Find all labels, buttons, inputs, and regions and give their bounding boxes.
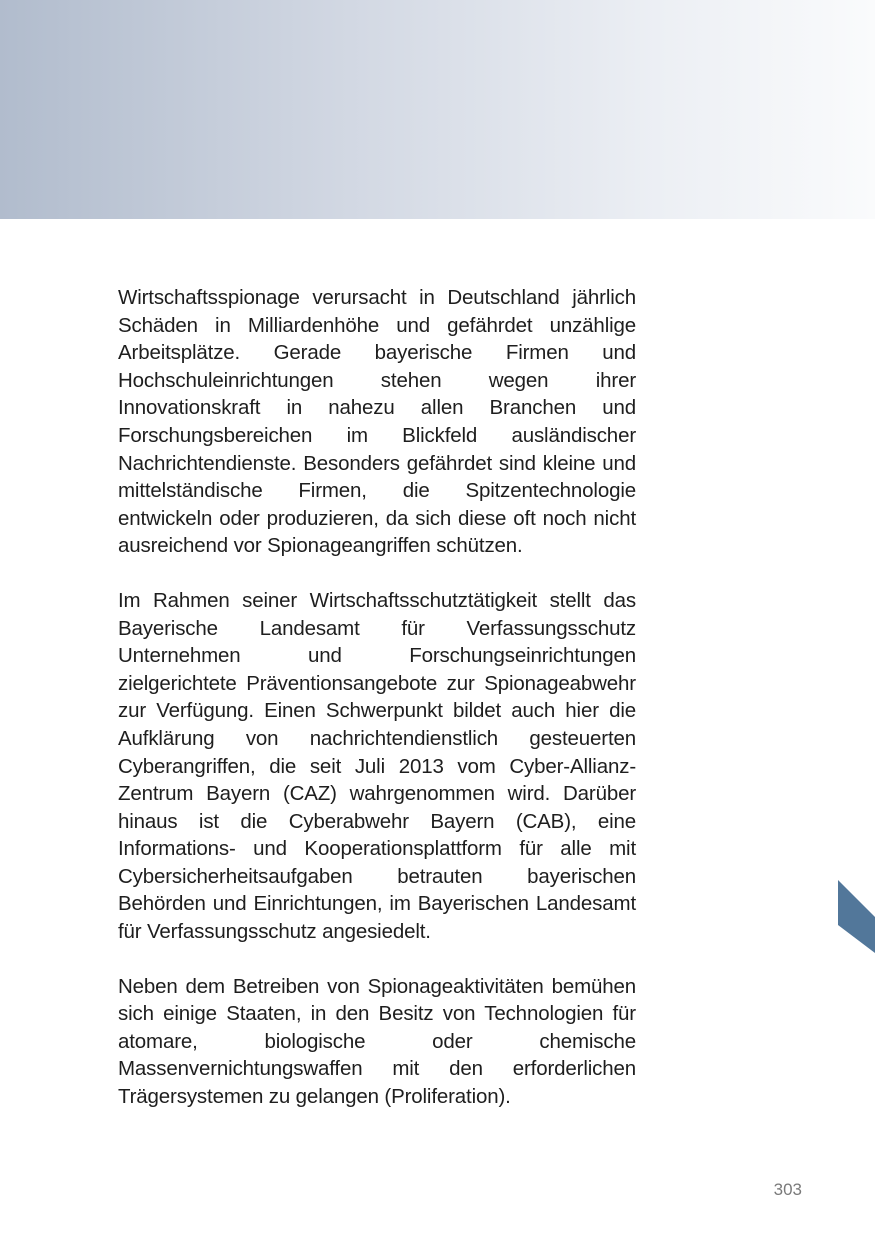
paragraph-1: Wirtschaftsspionage verursacht in Deutschland jährlich Schäden in Milliardenhöhe und gefährdet unzählige Arbeitsplätze. Gerade bayerische Firmen und Hochschuleinrichtungen stehen wegen ihrer Innovationskraft in nahezu allen Branchen und Forschungsbereichen im Blickfeld ausländischer Nachrichtendienste. Besonders gefährdet sind kleine und mittelständische Firmen, die Spitzentechnologie entwickeln oder produzieren, da sich diese oft noch nicht ausreichend vor Spionageangriffen schützen. [118, 286, 636, 558]
paragraph-2: Im Rahmen seiner Wirtschaftsschutztätigkeit stellt das Bayerische Landesamt für Verfassungsschutz Unternehmen und Forschungseinrichtungen zielgerichtete Präventionsangebote zur Spionageabwehr zur Verfügung. Einen Schwerpunkt bildet auch hier die Aufklärung von nachrichtendienstlich gesteuerten Cyberangriffen, die seit Juli 2013 vom Cyber-Allianz-Zentrum Bayern (CAZ) wahrgenommen wird. Darüber hinaus ist die Cyberabwehr Bayern (CAB), eine Informations- und Kooperationsplattform für alle mit Cybersicherheitsaufgaben betrauten bayerischen Behörden und Einrichtungen, im Bayerischen Landesamt für Verfassungsschutz angesiedelt. [118, 588, 636, 944]
body-text [118, 284, 636, 1138]
paragraph-3: Neben dem Betreiben von Spionageaktivitäten bemühen sich einige Staaten, in den Besitz von Technologien für atomare, biologische oder chemische Massenvernichtungswaffen mit den erforderlichen Trägersystemen zu gelangen (Proliferation). [118, 974, 636, 1109]
page-number: 303 [773, 1180, 802, 1199]
header-gradient-band [0, 0, 875, 219]
chapter-tab-marker [838, 880, 875, 953]
